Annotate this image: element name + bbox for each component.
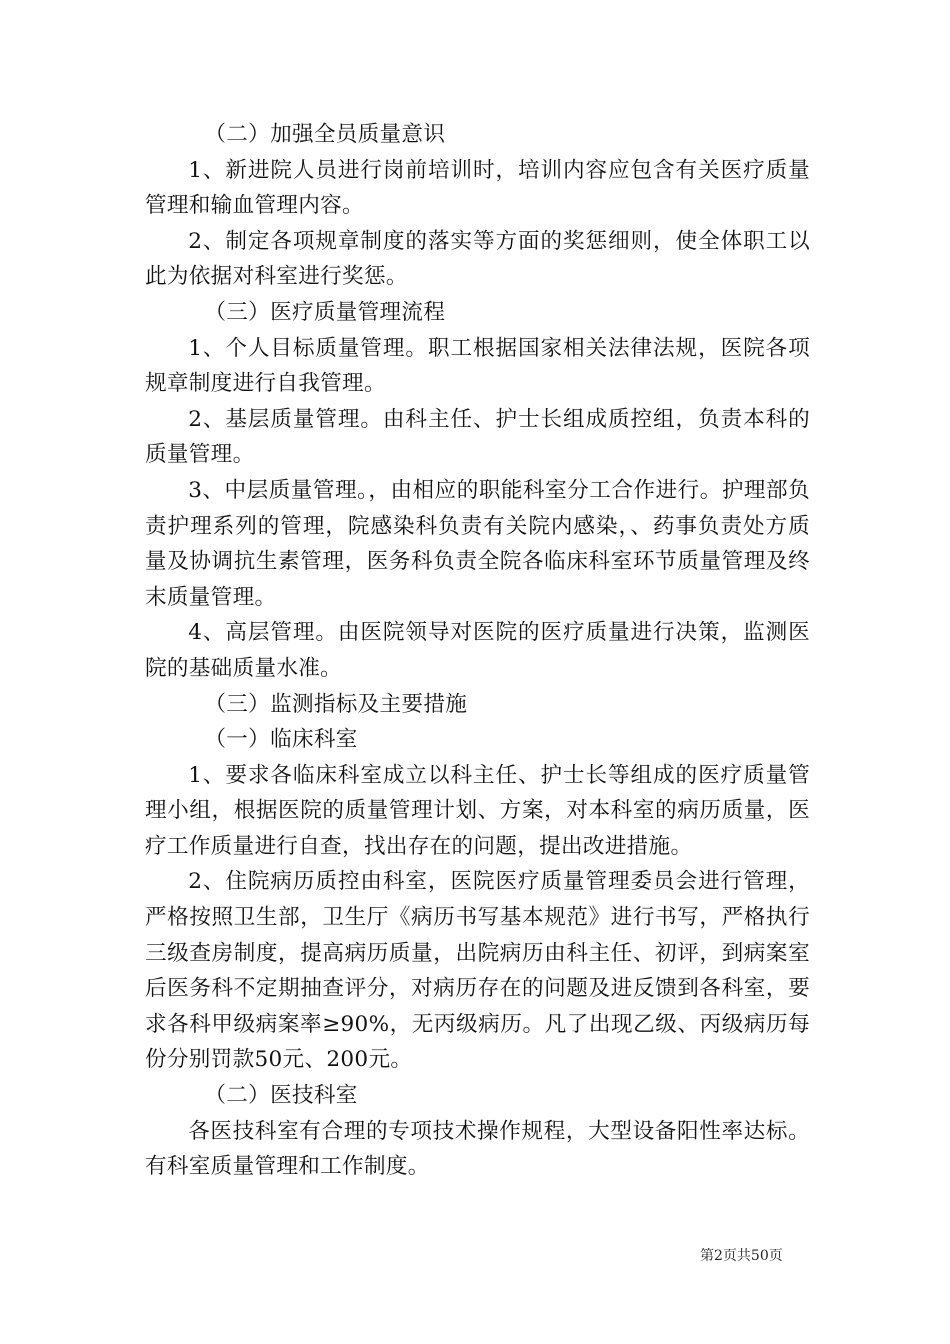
section-heading: （二）加强全员质量意识	[204, 122, 446, 147]
paragraph: 2、基层质量管理。由科主任、护士长组成质控组，负责本科的质量管理。	[145, 406, 810, 468]
section-heading: （三）监测指标及主要措施	[204, 691, 468, 717]
document-body	[145, 117, 810, 1185]
paragraph: 4、高层管理。由医院领导对医院的医疗质量进行决策，监测医院的基础质量水准。	[145, 620, 810, 681]
section-heading: （一）临床科室	[204, 727, 358, 753]
page-number-footer: 第2页共50页	[700, 1248, 783, 1264]
paragraph: 1、要求各临床科室成立以科主任、护士长等组成的医疗质量管理小组，根据医院的质量管理计划、方案，对本科室的病历质量，医疗工作质量进行自查，找出存在的问题，提出改进措施。	[145, 762, 810, 859]
paragraph: 2、住院病历质控由科室，医院医疗质量管理委员会进行管理，严格按照卫生部，卫生厅《病历书写基本规范》进行书写，严格执行三级查房制度，提高病历质量，出院病历由科主任、初评，到病案室后医务科不定期抽查评分，对病历存在的问题及进反馈到各科室，要求各科甲级病案率≥90%，无丙级病历。凡了出现乙级、丙级病历每份分别罚款50元、200元。	[145, 869, 810, 1073]
section-heading: （三）医疗质量管理流程	[204, 299, 446, 325]
section-heading: （二）医技科室	[204, 1083, 358, 1109]
paragraph: 2、制定各项规章制度的落实等方面的奖惩细则，使全体职工以此为依据对科室进行奖惩。	[145, 228, 810, 290]
paragraph: 3、中层质量管理。，由相应的职能科室分工合作进行。护理部负责护理系列的管理，院感染科负责有关院内感染，、药事负责处方质量及协调抗生素管理，医务科负责全院各临床科室环节质量管理及终末质量管理。	[145, 477, 810, 610]
paragraph: 1、个人目标质量管理。职工根据国家相关法律法规，医院各项规章制度进行自我管理。	[145, 335, 810, 397]
paragraph: 1、新进院人员进行岗前培训时，培训内容应包含有关医疗质量管理和输血管理内容。	[145, 157, 810, 219]
paragraph: 各医技科室有合理的专项技术操作规程，大型设备阳性率达标。有科室质量管理和工作制度。	[145, 1118, 810, 1180]
